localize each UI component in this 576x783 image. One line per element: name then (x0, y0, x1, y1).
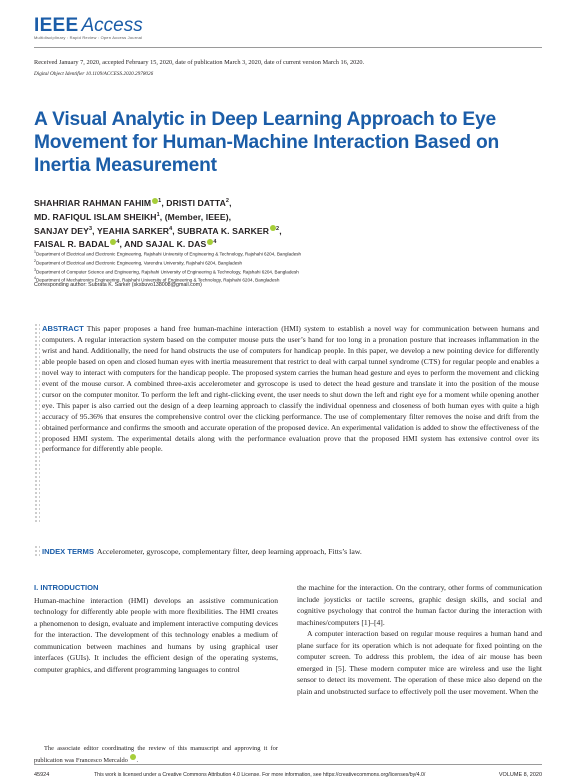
author-affil-sup: 4 (169, 225, 173, 232)
corresponding-author: Corresponding author: Subrata K. Sarker (sksbuvo138008@gmail.com) (34, 282, 202, 288)
index-terms-dot-bar (34, 545, 40, 557)
author-affil-sup: 1 (156, 211, 160, 218)
abstract-body: This paper proposes a hand free human-machine interaction (HMI) system to establish a novel way for communication between humans and computers. A regular interaction system based on the computer mouse puts the user’s hand for too long in a pronation posture that increases inflammation in the wrist and hand. Additionally, the need for hand obstructs the use of computers for handicap people. In this paper, we develop a new pointing device for differently able people based on open and closed human eyes with inertia measurement that restrict to deal with carpal tunnel syndrome (CTS) for regular people and enables a novel way to interact with computers for the handicap people. The proposed system carries the human head gesture and eyes to perform the movement and clicking event of the mouse cursor. A combined three-axis accelerometer and gyroscope is used to detect the head gesture and translate it into the position of the mouse cursor on the computer monitor. To perform the left and right-clicking event, the user needs to shut down the left and right eye for a moment while opening another eye. This paper is also carried out the design of a deep learning approach to classify the individual openness and closeness of both human eyes with quite a high accuracy of 95.36% that ensures the comprehensive control over the clicking performance. The use of complementary filter removes the noise and drift from the obtained performance and confirms the smooth and accurate operation of the proposed device. An experimental validation is added to show the effectiveness of the proposed HMI system. The experimental details along with the performance evaluation prove that the proposed HMI system has extensive control over its performance for differently able people. (42, 324, 539, 454)
author-name: , DRISTI DATTA (161, 197, 226, 208)
left-column (34, 582, 278, 675)
affiliation-item: $^3$Department of Computer Science and Engineering, Rajshahi University of Engineering & Technology, Rajshahi 6204, Bangladesh (34, 267, 299, 275)
author-line-2 (34, 210, 534, 224)
logo-access: Access (81, 15, 143, 36)
right-column (297, 582, 542, 697)
affiliation-item: $^2$Department of Electrical and Electronic Engineering, Varendra University, Rajshahi 6204, Bangladesh (34, 258, 243, 266)
author-affil-sup: 2 (276, 225, 280, 232)
intro-paragraph-2: A computer interaction based on regular mouse requires a human hand and plane surface for its operation which is not adequate for fixed pointing on the computer screen. To address this problem, the idea of air mouse has been emerged in [5]. These modern computer mice are wireless and use the light sensor to detect its movement. The operation of these mice also depend on the plain and unobstructed surface to effectively poll the user movement. When the (297, 629, 542, 696)
abstract-dot-bar (34, 323, 40, 523)
author-line-1: SHAHRIAR RAHMAN FAHIM $^1$, DRISTI DATTA$^2$, (34, 197, 232, 208)
author-affil-sup: 3 (88, 225, 93, 232)
orcid-icon[interactable] (152, 198, 158, 204)
logo-tagline: Multidisciplinary : Rapid Review : Open Access Journal (34, 35, 143, 40)
abstract-heading: ABSTRACT (42, 324, 84, 333)
author-affil-sup: 4 (213, 239, 217, 246)
author-membership: , (Member, IEEE), (159, 211, 232, 222)
author-line-3: SANJAY DEY$^3$, YEAHIA SARKER$^4$, SUBRATA K. SARKER $^2$, (34, 225, 282, 236)
abstract (42, 324, 539, 455)
orcid-icon[interactable] (270, 225, 276, 231)
index-terms (42, 547, 539, 557)
author-name: MD. RAFIQUL ISLAM SHEIKH (34, 211, 157, 222)
logo-ieee: IEEE (34, 15, 79, 36)
section-heading-introduction: I. INTRODUCTION (34, 583, 99, 592)
affiliation-list (34, 249, 534, 284)
doi-line: Digital Object Identifier 10.1109/ACCESS.2020.2978026 (34, 71, 154, 77)
header-divider (34, 47, 542, 48)
author-affil-sup: 4 (116, 239, 120, 246)
author-name: , SUBRATA K. SARKER (172, 225, 270, 236)
received-dates: Received January 7, 2020, accepted February 15, 2020, date of publication March 3, 2020, date of current version March 16, 2020. (34, 59, 365, 66)
author-name: FAISAL R. BADAL (34, 239, 110, 250)
author-name: SANJAY DEY (34, 225, 89, 236)
paper-title: A Visual Analytic in Deep Learning Approach to Eye Movement for Human-Machine Interaction Based on Inertia Measurement (34, 109, 500, 176)
orcid-icon[interactable] (110, 239, 116, 245)
volume-label: VOLUME 8, 2020 (498, 772, 542, 778)
license-notice[interactable]: This work is licensed under a Creative Commons Attribution 4.0 License. For more information, see https://creativecommons.org/licenses/by/4.0/ (94, 772, 426, 778)
intro-paragraph-1-cont: the machine for the interaction. On the contrary, other forms of communication include joysticks or tactile screens, graphic design skills, and social and cognitive psychology that control the human factor during the interaction with machines/computers [1]–[4]. (297, 583, 542, 627)
index-terms-heading: INDEX TERMS (42, 547, 94, 556)
affiliation-item: $^4$Department of Mechatronics Engineering, Rajshahi University of Engineering & Technology, Rajshahi 6204, Bangladesh (34, 276, 280, 284)
author-name: SHAHRIAR RAHMAN FAHIM (34, 197, 152, 208)
intro-paragraph-1: Human-machine interaction (HMI) develops an assistive communication technology for differently able people with more flexibilities. The HMI creates a phenomenon to design, evaluate and implement interactive computing devices for the interaction. The development of this technology enables a medium of communication between machines and humans by using graphical user interfaces (GUIs). It includes the efficient design of the operating systems, computer graphics, and different programming languages to control (34, 595, 278, 674)
affiliation-item: $^1$Department of Electrical and Electronic Engineering, Rajshahi University of Engineering & Technology, Rajshahi 6204, Bangladesh (34, 250, 302, 257)
page-number: 45924 (34, 772, 50, 778)
author-name: , YEAHIA SARKER (92, 225, 170, 236)
orcid-icon[interactable] (130, 754, 136, 760)
author-affil-sup: 2 (225, 198, 230, 204)
editor-footnote: The associate editor coordinating the review of this manuscript and approving it for publication was Francesco Mercaldo . (34, 745, 278, 764)
author-list (34, 196, 534, 251)
index-terms-body: Accelerometer, gyroscope, complementary filter, deep learning approach, Fitts’s law. (96, 547, 362, 556)
footer-divider (34, 764, 542, 765)
author-affil-sup: 1 (158, 198, 162, 204)
orcid-icon[interactable] (207, 239, 213, 245)
journal-logo (34, 15, 143, 45)
author-name: , AND SAJAL K. DAS (119, 239, 207, 250)
